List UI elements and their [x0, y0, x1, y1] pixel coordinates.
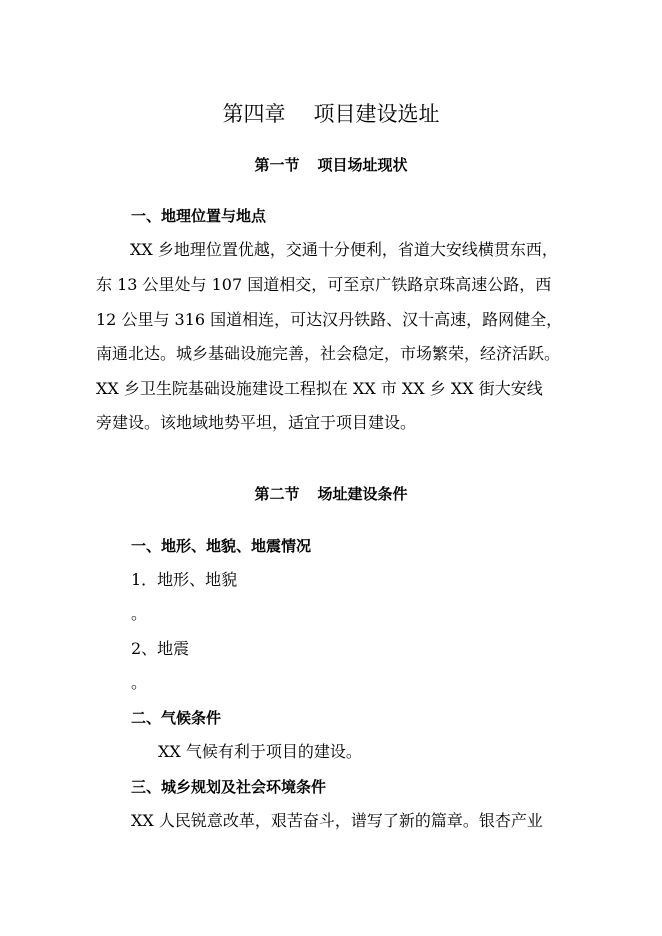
paragraph-line: 12 公里与 316 国道相连，可达汉丹铁路、汉十高速，路网健全， [96, 310, 563, 329]
item-terrain-content: 。 [131, 604, 148, 623]
section-1-title [0, 155, 662, 175]
section-2-name: 场址建设条件 [317, 485, 408, 503]
paragraph-line: 旁建设。该地域地势平坦，适宜于项目建设。 [96, 413, 417, 432]
paragraph-line: 东 13 公里处与 107 国道相交，可至京广铁路京珠高速公路，西 [96, 275, 552, 294]
chapter-name: 项目建设选址 [313, 102, 440, 126]
item-terrain: 1．地形、地貌 [131, 570, 238, 589]
heading-location: 一、地理位置与地点 [131, 207, 267, 225]
climate-text: XX 气候有利于项目的建设。 [158, 742, 362, 761]
paragraph-line: XX 人民锐意改革，艰苦奋斗，谱写了新的篇章。银杏产业 [131, 811, 543, 830]
heading-planning: 三、城乡规划及社会环境条件 [131, 778, 327, 796]
section-2-number: 第二节 [254, 485, 300, 503]
chapter-title [0, 101, 662, 127]
paragraph-line: XX 乡卫生院基础设施建设工程拟在 XX 市 XX 乡 XX 街大安线 [96, 379, 543, 398]
item-earthquake: 2、地震 [131, 639, 190, 658]
item-earthquake-content: 。 [131, 673, 148, 692]
paragraph-line: XX 乡地理位置优越，交通十分便利，省道大安线横贯东西， [130, 240, 558, 259]
section-1-number: 第一节 [254, 156, 300, 174]
heading-climate: 二、气候条件 [131, 709, 222, 727]
section-1-name: 项目场址现状 [317, 156, 408, 174]
chapter-number: 第四章 [222, 102, 286, 126]
section-2-title [0, 484, 662, 504]
paragraph-line: 南通北达。城乡基础设施完善，社会稳定，市场繁荣，经济活跃。 [96, 344, 561, 363]
heading-terrain: 一、地形、地貌、地震情况 [131, 537, 312, 555]
